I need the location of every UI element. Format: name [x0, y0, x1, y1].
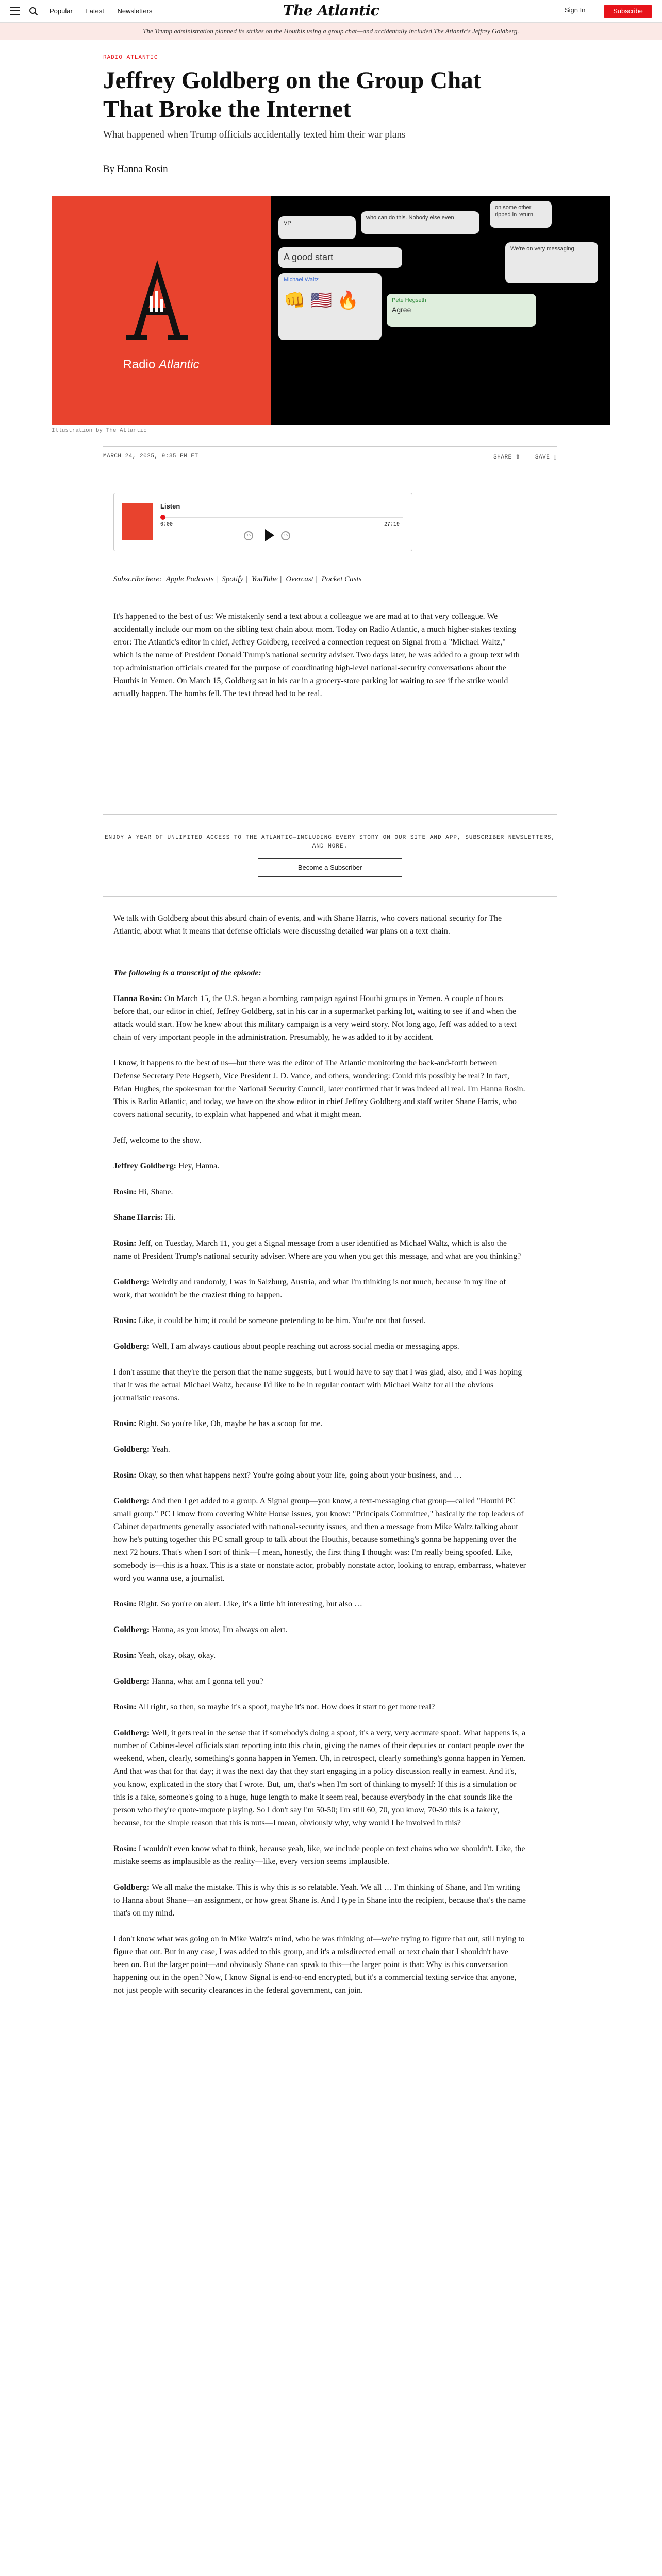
- speaker-name: Goldberg:: [113, 1677, 150, 1686]
- pocket-casts-link[interactable]: Pocket Casts: [321, 575, 362, 583]
- speaker-name: Rosin:: [113, 1419, 137, 1428]
- emoji-reactions: 👊 🇺🇸 🔥: [284, 291, 359, 310]
- speaker-name: Rosin:: [113, 1188, 137, 1196]
- context-banner[interactable]: The Trump administration planned its strikes on the Houthis using a group chat—and accidentally included The Atlantic's Jeffrey Goldberg.: [0, 23, 662, 40]
- bookmark-icon[interactable]: ▯: [553, 454, 557, 461]
- transcript-text: I wouldn't even know what to think, because yeah, like, we include people on text chains who we shouldn't. Like, the mistake seems as implausible as the reality—like, every version seems implausible.: [113, 1844, 525, 1866]
- transcript-text: Hi, Shane.: [138, 1188, 173, 1196]
- speaker-name: Rosin:: [113, 1316, 137, 1325]
- speaker-name: Rosin:: [113, 1651, 137, 1660]
- transcript-paragraph: [113, 1185, 526, 1198]
- article-body: [113, 912, 526, 2010]
- speaker-name: Shane Harris:: [113, 1213, 163, 1222]
- section-kicker[interactable]: RADIO ATLANTIC: [103, 55, 158, 61]
- become-subscriber-button[interactable]: Become a Subscriber: [258, 858, 402, 877]
- chat-bubble: We're on very messaging: [505, 242, 598, 283]
- transcript-text: I know, it happens to the best of us—but there was the editor of The Atlantic monitoring the back-and-forth between Defense Secretary Pete Hegseth, Vice President J. D. Vance, and others, wondering: Could this possibly be real? In fact, Brian Hughes, the spokesman for the National Security Council, later confirmed that it was indeed all real. I'm Hanna Rosin. This is Radio Atlantic, and today, we have on the show editor in chief Jeffrey Goldberg and staff writer Shane Harris, who covers national security, to explain what happened and what it might mean.: [113, 1059, 525, 1119]
- save-button[interactable]: SAVE: [535, 454, 550, 461]
- divider: [103, 896, 557, 897]
- speaker-name: Rosin:: [113, 1471, 137, 1480]
- transcript-paragraph: [113, 1701, 526, 1714]
- transcript-text: And then I get added to a group. A Signal group—you know, a text-messaging chat group—called "Houthi PC small group." PC I know from covering White House issues, you know: "Principals Committee," basically the top leaders of Cabinet departments generally associated with national-security issues, and then a message from Mike Waltz talking about how he's putting together this PC small group to talk about the Houthis, because something's gonna be happening over the next 72 hours. That's when I sort of think—I mean, honestly, the first thing I thought was: I'm really being spoofed. Like, somebody is—this is a hoax. This is a state or nonstate actor, probably nonstate actor, looking to entrap, embarrass, whatever word you wanna use, a journalist.: [113, 1497, 526, 1583]
- transcript-paragraph: [113, 1675, 526, 1688]
- skip-forward-icon[interactable]: 15: [281, 531, 290, 540]
- sign-in-link[interactable]: Sign In: [565, 6, 586, 14]
- share-icon[interactable]: ⇧: [515, 454, 521, 461]
- transcript-paragraph: [113, 1933, 526, 1997]
- paragraph: We talk with Goldberg about this absurd chain of events, and with Shane Harris, who covers national security for The Atlantic, about what it means that defense officials were discussing detailed war plans on a text chain.: [113, 914, 502, 936]
- transcript-paragraph: [113, 1469, 526, 1482]
- transcript-text: Right. So you're on alert. Like, it's a little bit interesting, but also …: [138, 1600, 363, 1608]
- transcript-text: I don't assume that they're the person that the name suggests, but I would have to say that I was glad, also, and I was hoping that it was the actual Michael Waltz, because I'd like to be in regular contact with Michael Waltz for all the obvious journalistic reasons.: [113, 1368, 522, 1402]
- transcript: [113, 992, 526, 1997]
- transcript-text: Like, it could be him; it could be someone pretending to be him. You're not that fussed.: [138, 1316, 426, 1325]
- chat-bubble: on some other ripped in return.: [490, 201, 552, 228]
- audio-player: [113, 493, 412, 551]
- speaker-name: Rosin:: [113, 1600, 137, 1608]
- article-intro: [113, 610, 526, 713]
- subscribe-promo: [103, 824, 557, 877]
- nav-link-popular[interactable]: Popular: [49, 7, 73, 15]
- transcript-text: Yeah.: [151, 1445, 170, 1454]
- chat-bubble: VP: [278, 216, 356, 239]
- transcript-paragraph: [113, 1417, 526, 1430]
- time-elapsed: 0:00: [160, 522, 173, 528]
- subscribe-links: Subscribe here: Apple Podcasts | Spotify | YouTube | Overcast | Pocket Casts: [113, 575, 362, 583]
- byline[interactable]: By Hanna Rosin: [103, 164, 168, 175]
- paragraph: It's happened to the best of us: We mistakenly send a text about a colleague we are mad at to that very colleague. We accidentally include our mom on the sibling text chain about mom. Today on Radio Atlantic, a much higher-stakes texting error: The Atlantic's editor in chief, Jeffrey Goldberg, received a connection request on Signal from a "Michael Waltz," which is the name of President Donald Trump's national security adviser. Two days later, he was added to a group text with top administration officials created for the purpose of coordinating high-level national-security conversations about the Houthis in Yemen. On March 15, Goldberg sat in his car in a grocery-store parking lot waiting to see if the strike would actually happen. The bombs fell. The text thread had to be real.: [113, 612, 520, 698]
- radio-brand: Atlantic: [158, 358, 200, 371]
- nav-link-latest[interactable]: Latest: [86, 7, 104, 15]
- transcript-text: Yeah, okay, okay, okay.: [138, 1651, 216, 1660]
- sender-name: Pete Hegseth: [392, 297, 426, 303]
- youtube-link[interactable]: YouTube: [251, 575, 278, 583]
- speaker-name: Rosin:: [113, 1703, 137, 1711]
- transcript-paragraph: [113, 1649, 526, 1662]
- transcript-paragraph: [113, 1598, 526, 1611]
- transcript-paragraph: [113, 1340, 526, 1353]
- publish-date: MARCH 24, 2025, 9:35 PM ET: [103, 453, 198, 460]
- speaker-name: Rosin:: [113, 1844, 137, 1853]
- speaker-name: Goldberg:: [113, 1625, 150, 1634]
- chat-bubble: [278, 273, 382, 340]
- transcript-paragraph: [113, 1314, 526, 1327]
- transcript-text: Well, I am always cautious about people reaching out across social media or messaging apps.: [151, 1342, 459, 1351]
- progress-track[interactable]: [160, 517, 403, 518]
- radio-atlantic-artwork: [52, 196, 271, 425]
- speaker-name: Goldberg:: [113, 1883, 150, 1892]
- speaker-name: Goldberg:: [113, 1342, 150, 1351]
- spotify-link[interactable]: Spotify: [222, 575, 243, 583]
- speaker-name: Goldberg:: [113, 1728, 150, 1737]
- transcript-paragraph: [113, 1160, 526, 1173]
- transcript-text: Well, it gets real in the sense that if somebody's doing a spoof, it's a very, very accurate spoof. What happens is, a number of Cabinet-level officials start reporting into this chain, giving the names of their deputies or contact people over the weekend, when, clearly, something's gonna happen in Yemen. Uh, in retrospect, clearly something's gonna happen in Yemen. And that was that for that day; it was the next day that they start engaging in a policy discussion really in earnest. And it's, you know, explicated in the story that I wrote. But, um, that's when I'm sort of thinking to myself: If this is a simulation or this is a fake, someone's going to a huge, huge length to make it seem real, because everybody in the chat sounds like the person who they're quote-unquote playing. So I don't say I'm 50-50; I'm still 60, 70, you know, 70-30 this is a fakery, because, for the simple reason that this is nuts—I mean, obviously why, why would I be involved in this?: [113, 1728, 526, 1827]
- atlantic-a-logo: [124, 258, 191, 345]
- divider: [103, 814, 557, 815]
- share-button[interactable]: SHARE: [493, 454, 512, 461]
- transcript-text: Hanna, as you know, I'm always on alert.: [152, 1625, 288, 1634]
- play-button[interactable]: [265, 529, 274, 541]
- transcript-paragraph: [113, 1726, 526, 1829]
- speaker-name: Goldberg:: [113, 1497, 150, 1505]
- overcast-link[interactable]: Overcast: [286, 575, 313, 583]
- transcript-paragraph: [113, 1443, 526, 1456]
- radio-label: Radio: [123, 358, 156, 371]
- transcript-text: On March 15, the U.S. began a bombing campaign against Houthi groups in Yemen. A couple of hours before that, our editor in chief, Jeffrey Goldberg, sat in his car in a supermarket parking lot, waiting to see if and when the attack would start. How he knew about this military campaign is a very weird story. Not long ago, Jeff was added to a text chain of very important people in the administration. Presumably, he was added to it by accident.: [113, 994, 517, 1042]
- top-nav: [0, 0, 662, 23]
- transcript-text: I don't know what was going on in Mike Waltz's mind, who he was thinking of—we're trying to figure that out, still trying to figure that out. But in any case, I was added to this group, and it's a misdirected email or text chain that I shouldn't have been on. But the larger point—and obviously Shane can speak to this—the larger point is that: Why is this conversation happening out in the open? Now, I know Signal is end-to-end encrypted, but it's a commercial texting service that anyone, not just people with security clearances in the federal government, can join.: [113, 1935, 525, 1995]
- transcript-text: Right. So you're like, Oh, maybe he has a scoop for me.: [138, 1419, 323, 1428]
- speaker-name: Hanna Rosin:: [113, 994, 162, 1003]
- transcript-text: Hi.: [165, 1213, 176, 1222]
- transcript-text: Hanna, what am I gonna tell you?: [152, 1677, 263, 1686]
- transcript-text: Hey, Hanna.: [178, 1162, 220, 1171]
- listen-label: Listen: [160, 502, 180, 510]
- progress-handle[interactable]: [160, 515, 166, 520]
- subscribe-prefix: Subscribe here:: [113, 575, 162, 583]
- subscribe-button[interactable]: Subscribe: [604, 5, 652, 18]
- apple-podcasts-link[interactable]: Apple Podcasts: [166, 575, 214, 583]
- nav-link-newsletters[interactable]: Newsletters: [117, 7, 153, 15]
- page-title: Jeffrey Goldberg on the Group Chat That Broke the Internet: [103, 67, 482, 123]
- transcript-text: Jeff, on Tuesday, March 11, you get a Signal message from a user identified as Michael Waltz, which is also the name of President Trump's national security adviser. Where are you when you get this message, and what are you thinking?: [113, 1239, 521, 1261]
- image-caption: Illustration by The Atlantic: [52, 428, 147, 434]
- site-logo[interactable]: The Atlantic: [283, 2, 379, 19]
- hero-illustration: [52, 196, 610, 425]
- transcript-text: Jeff, welcome to the show.: [113, 1136, 202, 1145]
- transcript-paragraph: [113, 1276, 526, 1301]
- promo-text: ENJOY A YEAR OF UNLIMITED ACCESS TO THE ATLANTIC—INCLUDING EVERY STORY ON OUR SITE AND APP, SUBSCRIBER NEWSLETTERS, AND MORE.: [104, 835, 556, 850]
- transcript-text: All right, so then, so maybe it's a spoof, maybe it's not. How does it start to get more real?: [138, 1703, 435, 1711]
- transcript-paragraph: [113, 1623, 526, 1636]
- article-dek: What happened when Trump officials accidentally texted him their war plans: [103, 129, 406, 140]
- time-total: 27:19: [384, 522, 400, 528]
- speaker-name: Goldberg:: [113, 1278, 150, 1286]
- transcript-paragraph: [113, 1057, 526, 1121]
- message-text: Agree: [392, 306, 411, 314]
- speaker-name: Goldberg:: [113, 1445, 150, 1454]
- article-meta: [103, 453, 557, 460]
- transcript-heading: The following is a transcript of the episode:: [113, 969, 261, 977]
- transcript-paragraph: [113, 1237, 526, 1263]
- transcript-paragraph: [113, 1881, 526, 1920]
- sender-name: Michael Waltz: [284, 277, 319, 283]
- divider: [103, 446, 557, 447]
- transcript-paragraph: [113, 1211, 526, 1224]
- chat-bubble: who can do this. Nobody else even: [361, 211, 479, 234]
- podcast-cover: [122, 503, 153, 540]
- transcript-text: Weirdly and randomly, I was in Salzburg, Austria, and what I'm thinking is not much, because in my line of work, that wouldn't be the craziest thing to happen.: [113, 1278, 506, 1299]
- speaker-name: Jeffrey Goldberg:: [113, 1162, 176, 1171]
- transcript-paragraph: [113, 1842, 526, 1868]
- speaker-name: Rosin:: [113, 1239, 137, 1248]
- chat-bubble: [387, 294, 536, 327]
- chat-bubble: A good start: [278, 247, 402, 268]
- transcript-paragraph: [113, 1134, 526, 1147]
- transcript-paragraph: [113, 1366, 526, 1404]
- skip-back-icon[interactable]: 15: [244, 531, 253, 540]
- transcript-text: Okay, so then what happens next? You're going about your life, going about your business, and …: [138, 1471, 462, 1480]
- transcript-text: We all make the mistake. This is why this is so relatable. Yeah. We all … I'm thinking of Shane, and I'm writing to Hanna about Shane—an assignment, or how great Shane is. And I type in Shane into the recipient, because that's the name that's on my mind.: [113, 1883, 526, 1918]
- transcript-paragraph: [113, 1495, 526, 1585]
- transcript-paragraph: [113, 992, 526, 1044]
